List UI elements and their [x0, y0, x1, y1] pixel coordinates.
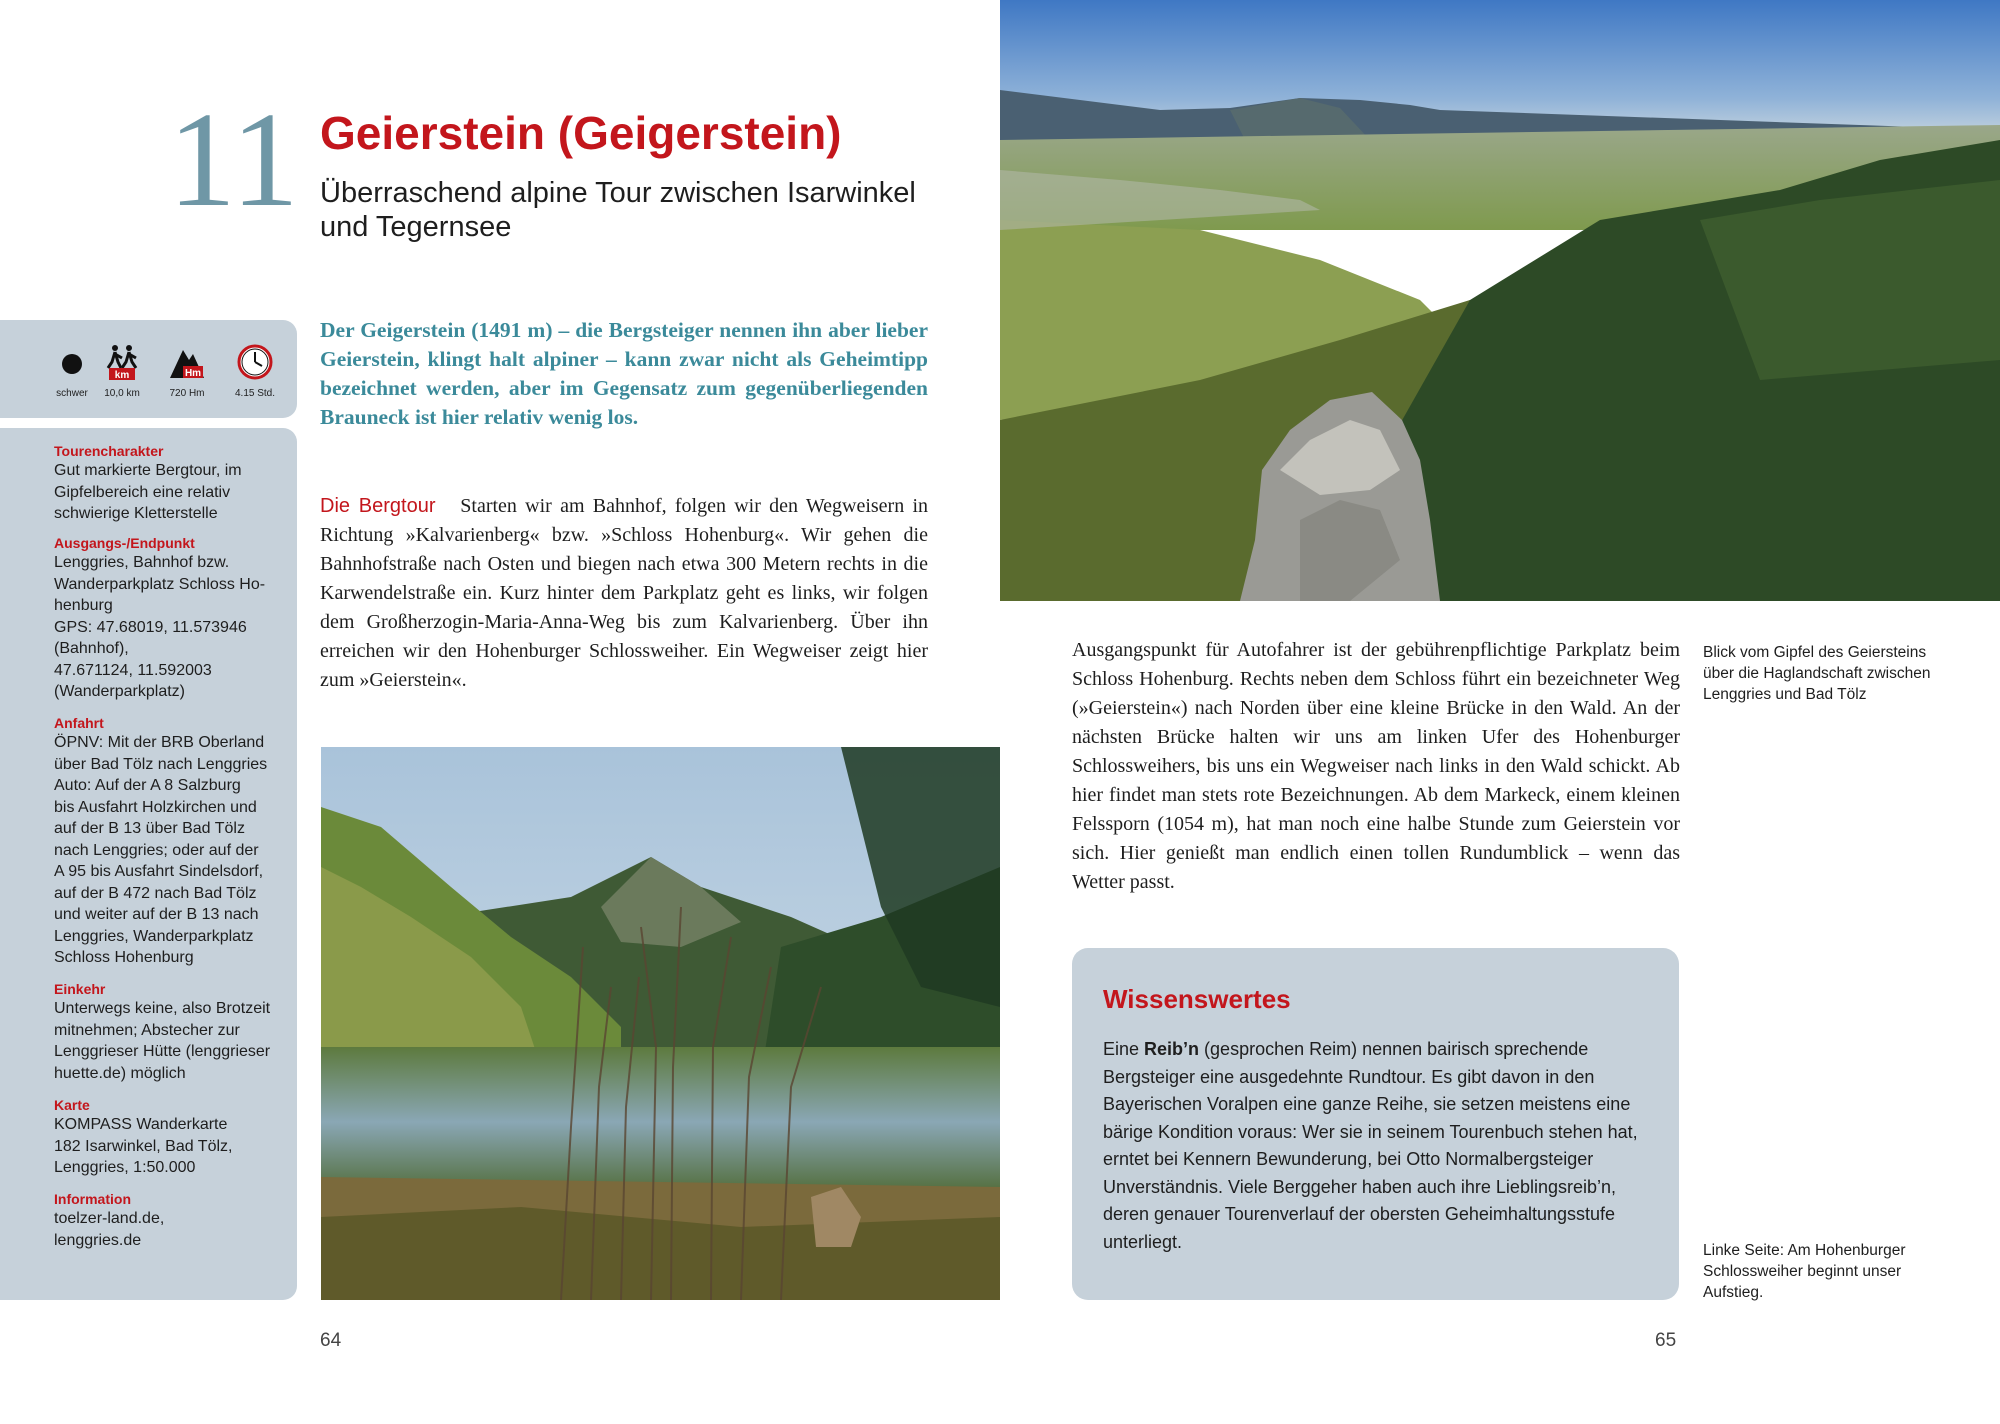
info-text: Gut markierte Bergtour, im Gipfelbereich eine relativ schwierige Kletterstelle: [54, 462, 242, 522]
tour-subtitle: Überraschend alpine Tour zwischen Isarwinkel und Tegernsee: [320, 177, 916, 243]
svg-text:km: km: [114, 370, 130, 381]
page-number-left: 64: [320, 1330, 342, 1351]
stat-label: 10,0 km: [104, 388, 140, 399]
right-body-paragraph: Ausgangspunkt für Autofahrer ist der gebührenpflichtige Parkplatz beim Schloss Hohenburg. Rechts neben dem Schloss führt ein bezeichneter Weg (»Geierstein«) nach Norden über eine kleine Brücke in den Wald. An der nächsten Brücke halten wir uns am linken Ufer des Hohenburger Schlossweihers, bis uns ein Wegweiser nach links in den Wald schickt. Ab hier findet man stets rote Bezeichnungen. Ab dem Markeck, einem kleinen Felssporn (1054 m), hat man noch eine halbe Stunde zum Geierstein vor sich. Hier genießt man endlich einen tollen Rundumblick – wenn das Wetter passt.: [1072, 639, 1680, 893]
info-heading: Information: [54, 1191, 131, 1207]
info-karte: [54, 1096, 286, 1179]
stat-label: schwer: [56, 388, 88, 399]
info-heading: Anfahrt: [54, 715, 104, 731]
left-body-text: [320, 492, 928, 695]
stat-duration: [220, 342, 290, 399]
wissenswertes-lead: Eine: [1103, 1039, 1145, 1059]
tour-number: 11: [168, 85, 299, 235]
lake-photo: [321, 747, 1000, 1300]
info-start: [54, 534, 286, 703]
wissenswertes-title: Wissenswertes: [1103, 984, 1291, 1014]
lake-caption: Linke Seite: Am Hohenburger Schlossweiher beginnt unser Aufstieg.: [1703, 1242, 1906, 1301]
info-panel: [0, 428, 297, 1300]
info-text: ÖPNV: Mit der BRB Oberland über Bad Tölz nach Lenggries Auto: Auf der A 8 Salzburg bis Ausfahrt Holzkirchen und auf der B 13 über Bad Tölz nach Lenggries; oder auf der A 95 bis Ausfahrt Sindelsdorf, auf der B 472 nach Bad Tölz und weiter auf der B 13 nach Lenggries, Wanderparkplatz Schloss Hohenburg: [54, 734, 268, 966]
tour-title: Geierstein (Geigerstein): [320, 107, 842, 159]
stat-distance: [87, 342, 157, 399]
stats-panel: [0, 320, 297, 418]
hikers-km-icon: [102, 342, 142, 382]
stat-label: 4.15 Std.: [234, 388, 276, 399]
intro-paragraph: Der Geigerstein (1491 m) – die Bergsteiger nennen ihn aber lieber Geierstein, klingt halt alpiner – kann zwar nicht als Geheimtipp bezeichnet werden, aber im Gegensatz zum gegenüberliegenden Brauneck ist hier relativ wenig los.: [320, 318, 928, 429]
page-number-right: 65: [1655, 1330, 1677, 1351]
info-heading: Karte: [54, 1097, 90, 1113]
info-text: KOMPASS Wanderkarte 182 Isarwinkel, Bad Tölz, Lenggries, 1:50.000: [54, 1116, 233, 1176]
info-heading: Tourencharakter: [54, 443, 164, 459]
info-heading: Einkehr: [54, 981, 106, 997]
info-text: Lenggries, Bahnhof bzw. Wanderparkplatz Schloss Ho- henburg GPS: 47.68019, 11.573946 (Bahnhof), 47.671124, 11.592003 (Wanderparkplatz): [54, 554, 266, 700]
wissenswertes-text: [1103, 1036, 1659, 1256]
info-einkehr: [54, 980, 286, 1084]
wissenswertes-term: Reib’n: [1144, 1039, 1200, 1059]
difficulty-dot-icon: [52, 342, 92, 382]
mountain-hm-icon: [167, 342, 207, 382]
info-information: [54, 1190, 286, 1251]
panorama-photo: [1000, 0, 2000, 601]
info-anfahrt: [54, 714, 286, 969]
info-text: Unterwegs keine, also Brotzeit mitnehmen; Abstecher zur Lenggrieser Hütte (lenggrieser huette.de) möglich: [54, 1000, 271, 1082]
section-label: Die Bergtour: [320, 495, 436, 517]
wissenswertes-body: (gesprochen Reim) nennen bairisch sprechende Bergsteiger eine ausgedehnte Rundtour. Es gibt davon in den Bayerischen Voralpen eine ganze Reihe, sie setzen meistens eine bärige Kondition voraus: Wer sie in seinem Tourenbuch stehen hat, erntet bei Kennern Bewunderung, bei Otto Normalbergsteiger Unverständnis. Viele Berggeher haben auch ihre Lieblingsreib’n, deren genauer Tourenverlauf der obersten Geheimhaltungsstufe unterliegt.: [1103, 1039, 1638, 1252]
stat-elevation: [152, 342, 222, 399]
left-body-paragraph: Starten wir am Bahnhof, folgen wir den Wegweisern in Richtung »Kalvarienberg« bzw. »Schloss Hohenburg«. Wir gehen die Bahnhofstraße nach Osten und biegen nach etwa 300 Metern rechts in die Karwendelstraße ein. Kurz hinter dem Parkplatz geht es links, wir folgen dem Großherzogin-Maria-Anna-Weg bis zum Kalvarienberg. Über ihn erreichen wir den Hohenburger Schlossweiher. Ein Wegweiser zeigt hier zum »Geierstein«.: [320, 495, 929, 691]
panorama-caption: Blick vom Gipfel des Geiersteins über die Haglandschaft zwischen Lenggries und Bad Tölz: [1703, 644, 1931, 703]
svg-text:Hm: Hm: [184, 368, 202, 379]
wissenswertes-box: [1072, 948, 1679, 1300]
stat-label: 720 Hm: [169, 388, 205, 399]
info-tourencharakter: [54, 442, 286, 525]
clock-icon: [235, 342, 275, 382]
info-heading: Ausgangs-/Endpunkt: [54, 535, 195, 551]
info-text: toelzer-land.de, lenggries.de: [54, 1210, 165, 1249]
